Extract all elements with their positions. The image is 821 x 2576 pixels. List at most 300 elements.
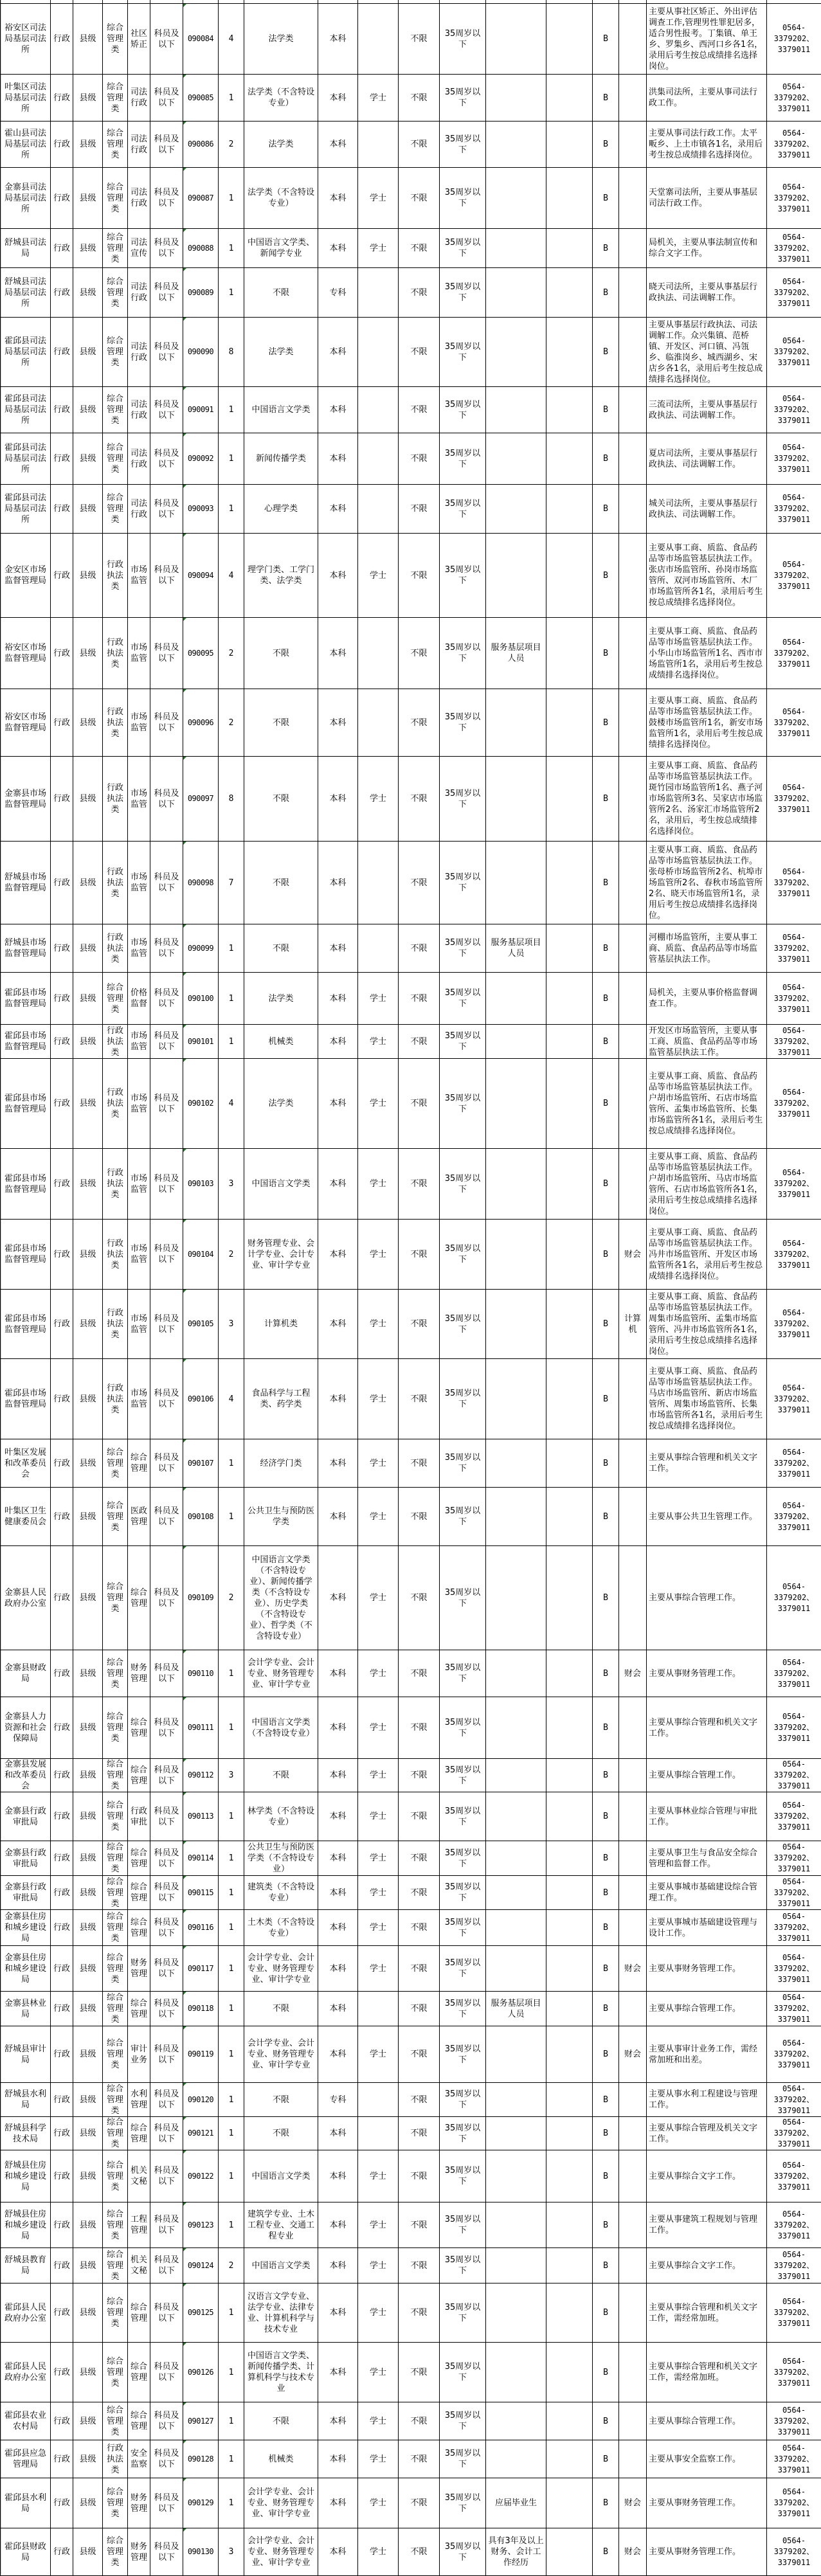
remark-cell: 主要从事综合管理及机关文字工作。 bbox=[647, 2117, 767, 2150]
exam-category-cell: B bbox=[593, 1025, 619, 1059]
unit-name-cell: 霍邱县司法局基层司法所 bbox=[1, 387, 51, 433]
position-category-cell: 行政执法类 bbox=[103, 689, 128, 757]
unit-level-cell: 县级 bbox=[73, 924, 103, 973]
extra-cell bbox=[546, 433, 593, 485]
unit-nature-cell: 行政 bbox=[51, 924, 73, 973]
unit-nature-cell: 行政 bbox=[51, 1439, 73, 1488]
remark-cell: 主要从事财务管理工作。 bbox=[647, 1650, 767, 1697]
degree-cell: 学士 bbox=[358, 168, 399, 229]
unit-nature-cell: 行政 bbox=[51, 387, 73, 433]
position-code-cell bbox=[183, 268, 219, 318]
professional-test-cell bbox=[619, 757, 647, 842]
position-rank-cell: 科员及以下 bbox=[150, 2150, 183, 2202]
position-code-text: 090106 bbox=[188, 1394, 213, 1403]
unit-level-cell: 县级 bbox=[73, 1025, 103, 1059]
exam-category-cell: B bbox=[593, 618, 619, 689]
extra-cell bbox=[546, 4, 593, 75]
position-name-cell: 综合管理 bbox=[128, 1841, 150, 1876]
professional-test-cell bbox=[619, 1359, 647, 1439]
headcount-cell: 1 bbox=[219, 268, 244, 318]
political-status-cell: 不限 bbox=[399, 1220, 440, 1290]
extra-cell bbox=[546, 1059, 593, 1149]
cell-comment-marker-icon bbox=[183, 1876, 186, 1879]
professional-test-cell bbox=[619, 2440, 647, 2478]
position-code-cell bbox=[183, 318, 219, 387]
table-row bbox=[1, 2402, 821, 2440]
position-name-cell: 市场监管 bbox=[128, 1220, 150, 1290]
position-code-cell bbox=[183, 2343, 219, 2402]
education-cell: 本科 bbox=[318, 229, 358, 268]
remark-cell: 主要从事林业综合管理与审批工作。 bbox=[647, 1792, 767, 1841]
position-category-cell: 综合管理类 bbox=[103, 229, 128, 268]
contact-phone-cell: 0564- 3379202、 3379011 bbox=[767, 1992, 821, 2026]
age-cell: 35周岁以下 bbox=[440, 1946, 486, 1992]
position-code-cell bbox=[183, 2402, 219, 2440]
headcount-cell: 1 bbox=[219, 1841, 244, 1876]
position-name-cell: 综合管理 bbox=[128, 1759, 150, 1792]
position-category-cell: 行政执法类 bbox=[103, 1149, 128, 1220]
unit-name-cell: 霍邱县司法局基层司法所 bbox=[1, 433, 51, 485]
unit-level-cell: 县级 bbox=[73, 122, 103, 168]
position-code-cell bbox=[183, 1025, 219, 1059]
position-category-cell: 行政执法类 bbox=[103, 1290, 128, 1359]
professional-test-cell bbox=[619, 268, 647, 318]
major-cell: 财务管理专业、会计学专业、会计专业、审计学专业 bbox=[244, 1220, 318, 1290]
education-cell: 本科 bbox=[318, 485, 358, 534]
position-code-text: 090120 bbox=[188, 2095, 213, 2104]
remark-cell: 主要从事审计业务工作，需经常加班和出差。 bbox=[647, 2026, 767, 2083]
degree-cell: 学士 bbox=[358, 1876, 399, 1910]
position-rank-cell: 科员及以下 bbox=[150, 268, 183, 318]
degree-cell: 学士 bbox=[358, 1359, 399, 1439]
political-status-cell: 不限 bbox=[399, 2440, 440, 2478]
extra-cell bbox=[546, 618, 593, 689]
remark-cell: 主要从事水利工程建设与管理工作。 bbox=[647, 2083, 767, 2117]
major-cell: 食品科学与工程类、药学类 bbox=[244, 1359, 318, 1439]
education-cell: 本科 bbox=[318, 318, 358, 387]
cell-comment-marker-icon bbox=[183, 1359, 186, 1362]
cell-comment-marker-icon bbox=[183, 318, 186, 321]
position-code-cell bbox=[183, 1059, 219, 1149]
age-cell: 35周岁以下 bbox=[440, 1059, 486, 1149]
contact-phone-cell: 0564- 3379202、 3379011 bbox=[767, 1220, 821, 1290]
remark-cell: 主要从事综合管理工作。 bbox=[647, 1992, 767, 2026]
major-cell: 中国语言文学类 bbox=[244, 2150, 318, 2202]
remark-cell: 主要从事综合管理和机关文字工作，需经常加班。 bbox=[647, 2283, 767, 2343]
professional-test-cell bbox=[619, 485, 647, 534]
unit-level-cell: 县级 bbox=[73, 2117, 103, 2150]
age-cell: 35周岁以下 bbox=[440, 485, 486, 534]
position-category-cell: 综合管理类 bbox=[103, 387, 128, 433]
remark-cell: 夏店司法所，主要从事基层行政执法、司法调解工作。 bbox=[647, 433, 767, 485]
unit-level-cell: 县级 bbox=[73, 1546, 103, 1650]
political-status-cell: 不限 bbox=[399, 318, 440, 387]
unit-name-cell: 叶集区卫生健康委员会 bbox=[1, 1488, 51, 1546]
position-code-text: 090096 bbox=[188, 718, 213, 727]
cell-comment-marker-icon bbox=[183, 168, 186, 171]
unit-nature-cell: 行政 bbox=[51, 2248, 73, 2283]
cell-comment-marker-icon bbox=[183, 618, 186, 621]
degree-cell: 学士 bbox=[358, 2283, 399, 2343]
political-status-cell: 不限 bbox=[399, 1149, 440, 1220]
degree-cell: 学士 bbox=[358, 2026, 399, 2083]
position-rank-cell: 科员及以下 bbox=[150, 1025, 183, 1059]
position-code-cell bbox=[183, 1359, 219, 1439]
major-cell: 法学类 bbox=[244, 973, 318, 1025]
political-status-cell: 不限 bbox=[399, 1946, 440, 1992]
exam-category-cell: B bbox=[593, 1792, 619, 1841]
remark-cell: 主要从事财务管理工作。 bbox=[647, 1946, 767, 1992]
position-name-cell: 市场监管 bbox=[128, 757, 150, 842]
unit-nature-cell: 行政 bbox=[51, 2478, 73, 2528]
major-cell: 理学门类、工学门类、法学类 bbox=[244, 534, 318, 618]
position-name-cell: 市场监管 bbox=[128, 689, 150, 757]
political-status-cell: 不限 bbox=[399, 1290, 440, 1359]
major-cell: 法学类（不含特设专业） bbox=[244, 168, 318, 229]
table-row bbox=[1, 2478, 821, 2528]
other-requirements-cell: 服务基层项目人员 bbox=[486, 924, 546, 973]
position-rank-cell: 科员及以下 bbox=[150, 2202, 183, 2248]
table-row bbox=[1, 2343, 821, 2402]
exam-category-cell: B bbox=[593, 268, 619, 318]
table-row bbox=[1, 2248, 821, 2283]
cell-comment-marker-icon bbox=[183, 1841, 186, 1844]
contact-phone-cell: 0564- 3379202、 3379011 bbox=[767, 75, 821, 122]
exam-category-cell: B bbox=[593, 168, 619, 229]
extra-cell bbox=[546, 2248, 593, 2283]
position-name-cell: 财务管理 bbox=[128, 2478, 150, 2528]
degree-cell bbox=[358, 318, 399, 387]
position-name-cell: 司法宣传 bbox=[128, 229, 150, 268]
other-requirements-cell bbox=[486, 433, 546, 485]
position-name-cell: 综合管理 bbox=[128, 1697, 150, 1759]
table-row bbox=[1, 2202, 821, 2248]
other-requirements-cell bbox=[486, 1359, 546, 1439]
education-cell: 本科 bbox=[318, 2528, 358, 2576]
table-row bbox=[1, 1546, 821, 1650]
table-row bbox=[1, 757, 821, 842]
degree-cell: 学士 bbox=[358, 1546, 399, 1650]
age-cell: 35周岁以下 bbox=[440, 1546, 486, 1650]
degree-cell: 学士 bbox=[358, 1025, 399, 1059]
unit-level-cell: 县级 bbox=[73, 75, 103, 122]
position-rank-cell: 科员及以下 bbox=[150, 2528, 183, 2576]
position-code-text: 090124 bbox=[188, 2261, 213, 2270]
unit-name-cell: 霍山县司法局基层司法所 bbox=[1, 122, 51, 168]
major-cell: 中国语言文学类 bbox=[244, 387, 318, 433]
political-status-cell: 不限 bbox=[399, 2402, 440, 2440]
position-rank-cell: 科员及以下 bbox=[150, 2343, 183, 2402]
age-cell: 35周岁以下 bbox=[440, 1759, 486, 1792]
professional-test-cell bbox=[619, 1149, 647, 1220]
unit-nature-cell: 行政 bbox=[51, 2150, 73, 2202]
cell-comment-marker-icon bbox=[183, 2083, 186, 2086]
professional-test-cell bbox=[619, 2248, 647, 2283]
extra-cell bbox=[546, 1488, 593, 1546]
position-code-text: 090089 bbox=[188, 288, 213, 297]
professional-test-cell: 财会 bbox=[619, 2478, 647, 2528]
age-cell: 35周岁以下 bbox=[440, 2440, 486, 2478]
degree-cell bbox=[358, 1992, 399, 2026]
age-cell: 35周岁以下 bbox=[440, 1841, 486, 1876]
education-cell: 本科 bbox=[318, 1876, 358, 1910]
position-name-cell: 市场监管 bbox=[128, 1290, 150, 1359]
unit-name-cell: 金寨县林业局 bbox=[1, 1992, 51, 2026]
other-requirements-cell bbox=[486, 1488, 546, 1546]
unit-nature-cell: 行政 bbox=[51, 2440, 73, 2478]
other-requirements-cell bbox=[486, 2083, 546, 2117]
age-cell: 35周岁以下 bbox=[440, 2343, 486, 2402]
table-row bbox=[1, 1025, 821, 1059]
position-code-cell bbox=[183, 2528, 219, 2576]
other-requirements-cell bbox=[486, 2026, 546, 2083]
degree-cell: 学士 bbox=[358, 2402, 399, 2440]
extra-cell bbox=[546, 2440, 593, 2478]
major-cell: 建筑学专业、土木工程专业、交通工程专业 bbox=[244, 2202, 318, 2248]
cell-comment-marker-icon bbox=[183, 1910, 186, 1913]
other-requirements-cell bbox=[486, 1025, 546, 1059]
table-row bbox=[1, 4, 821, 75]
cell-comment-marker-icon bbox=[183, 485, 186, 488]
contact-phone-cell: 0564- 3379202、 3379011 bbox=[767, 1946, 821, 1992]
contact-phone-cell: 0564- 3379202、 3379011 bbox=[767, 1910, 821, 1946]
contact-phone-cell: 0564- 3379202、 3379011 bbox=[767, 1149, 821, 1220]
education-cell: 本科 bbox=[318, 122, 358, 168]
position-code-text: 090102 bbox=[188, 1099, 213, 1108]
headcount-cell: 3 bbox=[219, 2528, 244, 2576]
position-rank-cell: 科员及以下 bbox=[150, 168, 183, 229]
unit-level-cell: 县级 bbox=[73, 1792, 103, 1841]
major-cell: 不限 bbox=[244, 2083, 318, 2117]
remark-cell: 主要从事工商、质监、食品药品等市场监管基层执法工作。小华山市场监管所1名、西市市场监管所1名，录用后考生按总成绩排名选择岗位。 bbox=[647, 618, 767, 689]
unit-level-cell: 县级 bbox=[73, 2083, 103, 2117]
other-requirements-cell: 应届毕业生 bbox=[486, 2478, 546, 2528]
age-cell: 35周岁以下 bbox=[440, 924, 486, 973]
position-code-cell bbox=[183, 1910, 219, 1946]
contact-phone-cell: 0564- 3379202、 3379011 bbox=[767, 924, 821, 973]
major-cell: 不限 bbox=[244, 268, 318, 318]
other-requirements-cell bbox=[486, 1439, 546, 1488]
position-category-cell: 综合管理类 bbox=[103, 2117, 128, 2150]
extra-cell bbox=[546, 1149, 593, 1220]
remark-cell: 晓天司法所，主要从事基层行政执法、司法调解工作。 bbox=[647, 268, 767, 318]
contact-phone-cell: 0564- 3379202、 3379011 bbox=[767, 2478, 821, 2528]
position-category-cell: 综合管理类 bbox=[103, 318, 128, 387]
position-category-cell: 行政执法类 bbox=[103, 618, 128, 689]
position-name-cell: 市场监管 bbox=[128, 534, 150, 618]
political-status-cell: 不限 bbox=[399, 2026, 440, 2083]
other-requirements-cell bbox=[486, 2150, 546, 2202]
major-cell: 会计学专业、会计专业、财务管理专业、审计学专业 bbox=[244, 2026, 318, 2083]
exam-category-cell: B bbox=[593, 2248, 619, 2283]
unit-level-cell: 县级 bbox=[73, 1439, 103, 1488]
degree-cell: 学士 bbox=[358, 973, 399, 1025]
unit-name-cell: 金安区市场监督管理局 bbox=[1, 534, 51, 618]
age-cell: 35周岁以下 bbox=[440, 1992, 486, 2026]
exam-category-cell: B bbox=[593, 2283, 619, 2343]
cell-comment-marker-icon bbox=[183, 2528, 186, 2532]
position-name-cell: 社区矫正 bbox=[128, 4, 150, 75]
education-cell: 本科 bbox=[318, 1220, 358, 1290]
position-name-cell: 市场监管 bbox=[128, 924, 150, 973]
education-cell: 本科 bbox=[318, 1439, 358, 1488]
headcount-cell: 1 bbox=[219, 485, 244, 534]
other-requirements-cell bbox=[486, 229, 546, 268]
unit-name-cell: 舒城县住房和城乡建设局 bbox=[1, 2202, 51, 2248]
extra-cell bbox=[546, 1792, 593, 1841]
exam-category-cell: B bbox=[593, 924, 619, 973]
contact-phone-cell: 0564- 3379202、 3379011 bbox=[767, 1841, 821, 1876]
political-status-cell: 不限 bbox=[399, 2150, 440, 2202]
other-requirements-cell bbox=[486, 485, 546, 534]
position-category-cell: 综合管理类 bbox=[103, 1992, 128, 2026]
position-code-cell bbox=[183, 4, 219, 75]
headcount-cell: 1 bbox=[219, 2083, 244, 2117]
exam-category-cell: B bbox=[593, 689, 619, 757]
professional-test-cell bbox=[619, 1546, 647, 1650]
political-status-cell: 不限 bbox=[399, 1488, 440, 1546]
position-category-cell: 综合管理类 bbox=[103, 4, 128, 75]
remark-cell: 主要从事司法行政工作。太平畈乡、上土市镇各1名，录用后考生按总成绩排名选择岗位。 bbox=[647, 122, 767, 168]
major-cell: 不限 bbox=[244, 842, 318, 924]
headcount-cell: 2 bbox=[219, 618, 244, 689]
extra-cell bbox=[546, 485, 593, 534]
unit-name-cell: 舒城县市场监督管理局 bbox=[1, 924, 51, 973]
position-category-cell: 综合管理类 bbox=[103, 2026, 128, 2083]
contact-phone-cell: 0564- 3379202、 3379011 bbox=[767, 1439, 821, 1488]
remark-cell: 主要从事综合管理和机关文字工作，需经常加班。 bbox=[647, 2343, 767, 2402]
extra-cell bbox=[546, 924, 593, 973]
unit-nature-cell: 行政 bbox=[51, 2528, 73, 2576]
table-row bbox=[1, 2440, 821, 2478]
professional-test-cell bbox=[619, 1488, 647, 1546]
headcount-cell: 1 bbox=[219, 2440, 244, 2478]
remark-cell: 主要从事工商、质监、食品药品等市场监管基层执法工作。周集市场监管所、孟集市场监管所、冯井市场监管所各1名，录用后考生按总成绩排名选择岗位。 bbox=[647, 1290, 767, 1359]
other-requirements-cell bbox=[486, 1290, 546, 1359]
unit-nature-cell: 行政 bbox=[51, 1149, 73, 1220]
position-code-text: 090128 bbox=[188, 2454, 213, 2463]
exam-category-cell: B bbox=[593, 1149, 619, 1220]
position-category-cell: 综合管理类 bbox=[103, 168, 128, 229]
professional-test-cell bbox=[619, 229, 647, 268]
unit-level-cell: 县级 bbox=[73, 1876, 103, 1910]
other-requirements-cell bbox=[486, 318, 546, 387]
headcount-cell: 1 bbox=[219, 2202, 244, 2248]
extra-cell bbox=[546, 2478, 593, 2528]
degree-cell: 学士 bbox=[358, 2478, 399, 2528]
other-requirements-cell bbox=[486, 75, 546, 122]
degree-cell: 学士 bbox=[358, 2248, 399, 2283]
education-cell: 本科 bbox=[318, 618, 358, 689]
position-category-cell: 综合管理类 bbox=[103, 122, 128, 168]
political-status-cell: 不限 bbox=[399, 122, 440, 168]
position-category-cell: 行政执法类 bbox=[103, 1025, 128, 1059]
position-category-cell: 行政执法类 bbox=[103, 534, 128, 618]
position-rank-cell: 科员及以下 bbox=[150, 1488, 183, 1546]
education-cell: 本科 bbox=[318, 1841, 358, 1876]
exam-category-cell: B bbox=[593, 1992, 619, 2026]
other-requirements-cell bbox=[486, 842, 546, 924]
professional-test-cell: 财会 bbox=[619, 2026, 647, 2083]
headcount-cell: 1 bbox=[219, 75, 244, 122]
position-code-cell bbox=[183, 387, 219, 433]
remark-cell: 局机关，主要从事价格监督调查工作。 bbox=[647, 973, 767, 1025]
professional-test-cell bbox=[619, 2083, 647, 2117]
education-cell: 本科 bbox=[318, 2117, 358, 2150]
exam-category-cell: B bbox=[593, 229, 619, 268]
position-code-cell bbox=[183, 689, 219, 757]
unit-nature-cell: 行政 bbox=[51, 2083, 73, 2117]
position-name-cell: 综合管理 bbox=[128, 2117, 150, 2150]
political-status-cell: 不限 bbox=[399, 2117, 440, 2150]
position-code-text: 090114 bbox=[188, 1853, 213, 1862]
unit-level-cell: 县级 bbox=[73, 2343, 103, 2402]
other-requirements-cell bbox=[486, 2440, 546, 2478]
degree-cell bbox=[358, 433, 399, 485]
position-category-cell: 综合管理类 bbox=[103, 485, 128, 534]
major-cell: 法学类 bbox=[244, 122, 318, 168]
political-status-cell: 不限 bbox=[399, 1876, 440, 1910]
contact-phone-cell: 0564- 3379202、 3379011 bbox=[767, 2528, 821, 2576]
political-status-cell: 不限 bbox=[399, 485, 440, 534]
age-cell: 35周岁以下 bbox=[440, 433, 486, 485]
contact-phone-cell: 0564- 3379202、 3379011 bbox=[767, 1876, 821, 1910]
other-requirements-cell bbox=[486, 2402, 546, 2440]
position-rank-cell: 科员及以下 bbox=[150, 2248, 183, 2283]
position-rank-cell: 科员及以下 bbox=[150, 1149, 183, 1220]
cell-comment-marker-icon bbox=[183, 689, 186, 692]
exam-category-cell: B bbox=[593, 1910, 619, 1946]
position-name-cell: 综合管理 bbox=[128, 1439, 150, 1488]
contact-phone-cell: 0564- 3379202、 3379011 bbox=[767, 2402, 821, 2440]
headcount-cell: 1 bbox=[219, 2150, 244, 2202]
position-rank-cell: 科员及以下 bbox=[150, 1946, 183, 1992]
contact-phone-cell: 0564- 3379202、 3379011 bbox=[767, 318, 821, 387]
professional-test-cell bbox=[619, 842, 647, 924]
degree-cell: 学士 bbox=[358, 1149, 399, 1220]
extra-cell bbox=[546, 1546, 593, 1650]
education-cell: 本科 bbox=[318, 168, 358, 229]
unit-nature-cell: 行政 bbox=[51, 534, 73, 618]
major-cell: 心理学类 bbox=[244, 485, 318, 534]
degree-cell: 学士 bbox=[358, 534, 399, 618]
position-rank-cell: 科员及以下 bbox=[150, 1220, 183, 1290]
education-cell: 本科 bbox=[318, 842, 358, 924]
position-code-cell bbox=[183, 1697, 219, 1759]
extra-cell bbox=[546, 168, 593, 229]
remark-cell: 主要从事公共卫生管理工作。 bbox=[647, 1488, 767, 1546]
cell-comment-marker-icon bbox=[183, 1946, 186, 1949]
unit-level-cell: 县级 bbox=[73, 1759, 103, 1792]
table-row bbox=[1, 1149, 821, 1220]
professional-test-cell bbox=[619, 2283, 647, 2343]
unit-level-cell: 县级 bbox=[73, 2440, 103, 2478]
major-cell: 公共卫生与预防医学类（不含特设专业） bbox=[244, 1841, 318, 1876]
other-requirements-cell bbox=[486, 1697, 546, 1759]
professional-test-cell bbox=[619, 1759, 647, 1792]
position-category-cell: 综合管理类 bbox=[103, 2478, 128, 2528]
degree-cell bbox=[358, 618, 399, 689]
contact-phone-cell: 0564- 3379202、 3379011 bbox=[767, 2440, 821, 2478]
table-row bbox=[1, 168, 821, 229]
age-cell: 35周岁以下 bbox=[440, 318, 486, 387]
position-name-cell: 司法行政 bbox=[128, 485, 150, 534]
exam-category-cell: B bbox=[593, 757, 619, 842]
unit-level-cell: 县级 bbox=[73, 842, 103, 924]
unit-name-cell: 霍邱县财政局 bbox=[1, 2528, 51, 2576]
table-row bbox=[1, 1910, 821, 1946]
exam-category-cell: B bbox=[593, 2202, 619, 2248]
